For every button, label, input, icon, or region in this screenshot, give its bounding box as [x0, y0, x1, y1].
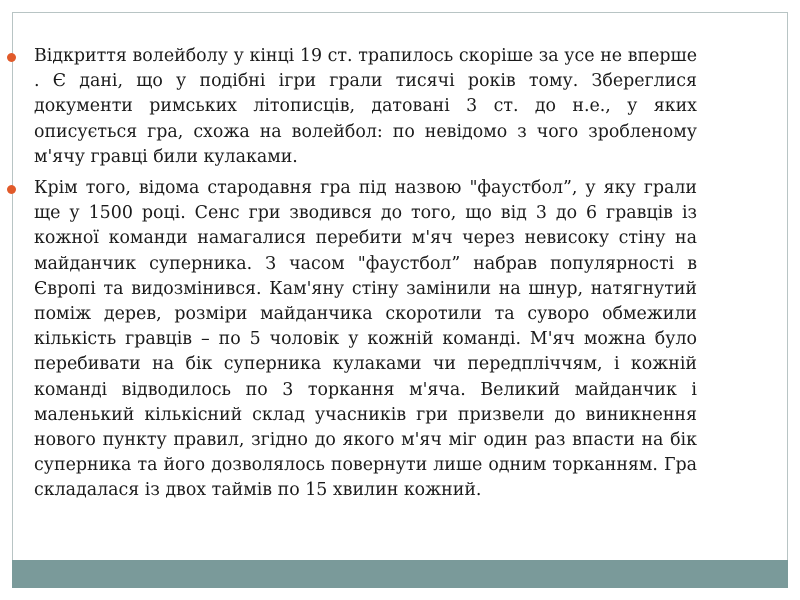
bullet-dot-icon — [7, 53, 16, 62]
paragraph-text: Відкриття волейболу у кінці 19 ст. трапилось скоріше за усе не вперше . Є дані, що у подібні ігри грали тисячі років тому. Збереглися документи римських літописців, датовані 3 ст. до н.е., у яких описується гра, схожа на волейбол: по невідомо з чого зробленому м'ячу гравці били кулаками. — [34, 46, 697, 167]
bottom-decorative-band — [12, 560, 788, 588]
bullet-paragraph-2 — [34, 176, 697, 504]
bullet-dot-icon — [7, 185, 16, 194]
bullet-paragraph-1 — [34, 44, 697, 170]
paragraph-text: Крім того, відома стародавня гра під назвою "фаустбол”, у яку грали ще у 1500 році. Сенс гри зводився до того, що від 3 до 6 гравців із кожної команди намагалися перебити м'яч через невисоку стіну на майданчик суперника. З часом "фаустбол” набрав популярності в Європі та видозмінився. Кам'яну стіну замінили на шнур, натягнутий поміж дерев, розміри майданчика скоротили та суворо обмежили кількість гравців – по 5 чоловік у кожній команді. М'яч можна було перебивати на бік суперника кулаками чи передпліччям, і кожній команді відводилось по 3 торкання м'яча. Великий майданчик і маленький кількісний склад учасників гри призвели до виникнення нового пункту правил, згідно до якого м'яч міг один раз впасти на бік суперника та його дозволялось повернути лише одним торканням. Гра складалася із двох таймів по 15 хвилин кожний. — [34, 178, 697, 501]
slide-content — [0, 44, 800, 510]
